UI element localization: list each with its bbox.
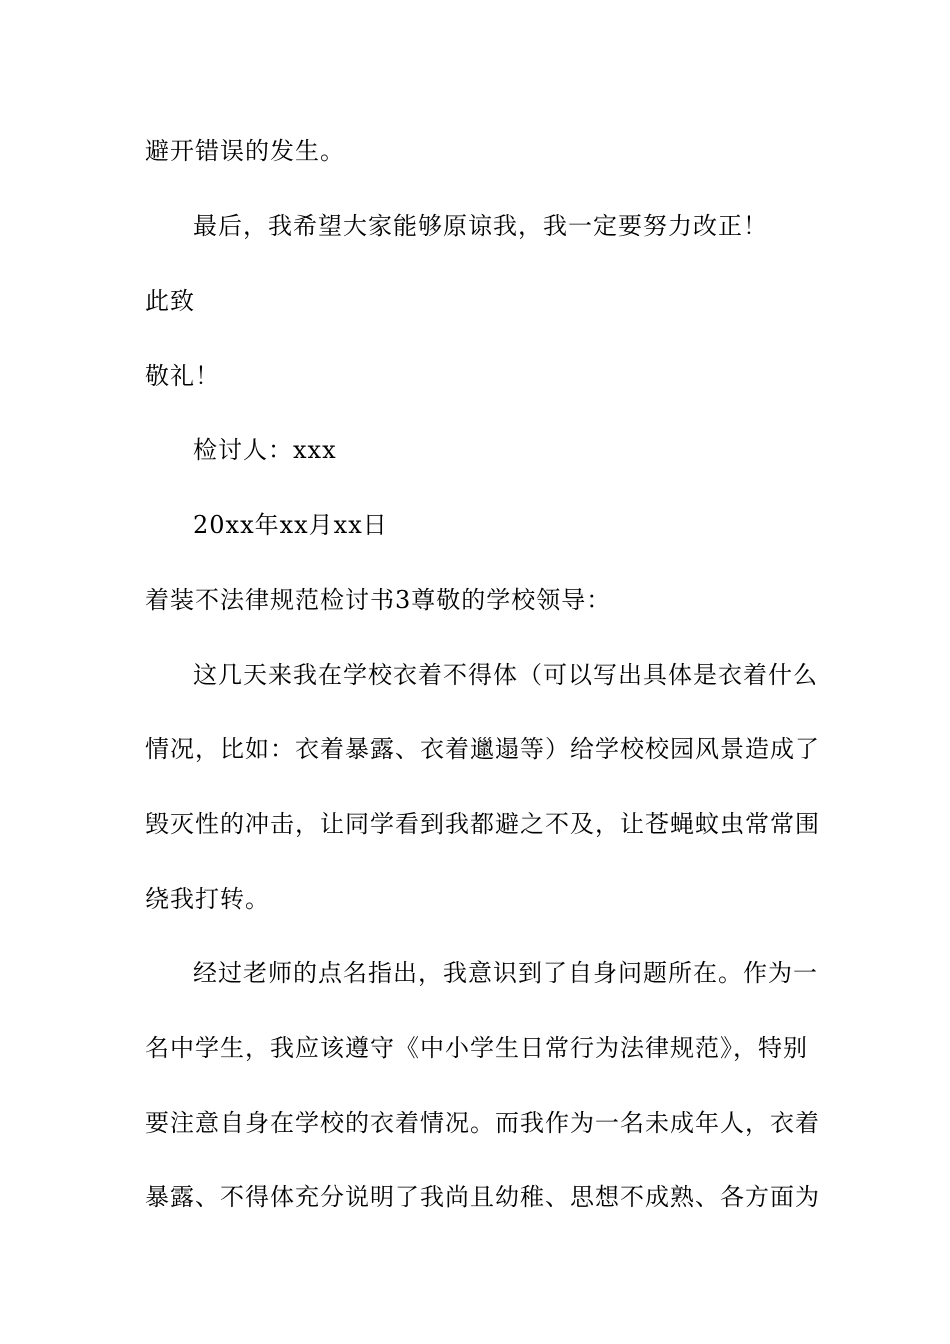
- section-heading: 着装不法律规范检讨书3尊敬的学校领导：: [145, 586, 612, 614]
- paragraph-line: 避开错误的发生。: [145, 137, 345, 165]
- paragraph-line: 名中学生，我应该遵守《中小学生日常行为法律规范》，特别: [145, 1034, 808, 1062]
- paragraph-line: 情况，比如：衣着暴露、衣着邋遢等）给学校校园风景造成了: [145, 735, 820, 763]
- paragraph-line: 这几天来我在学校衣着不得体（可以写出具体是衣着什么: [193, 661, 818, 689]
- paragraph-line: 毁灭性的冲击，让同学看到我都避之不及，让苍蝇蚊虫常常围: [145, 810, 820, 838]
- signature-line: 检讨人：xxx: [193, 436, 337, 464]
- paragraph-line: 经过老师的点名指出，我意识到了自身问题所在。作为一: [193, 959, 818, 987]
- paragraph-line: 绕我打转。: [145, 885, 270, 913]
- closing-regards: 敬礼！: [145, 362, 220, 390]
- date-line: 20xx年xx月xx日: [193, 511, 388, 539]
- paragraph-line: 要注意自身在学校的衣着情况。而我作为一名未成年人，衣着: [145, 1109, 820, 1137]
- paragraph-line: 最后，我希望大家能够原谅我，我一定要努力改正！: [193, 212, 768, 240]
- closing-salutation: 此致: [145, 287, 195, 315]
- paragraph-line: 暴露、不得体充分说明了我尚且幼稚、思想不成熟、各方面为: [145, 1183, 820, 1211]
